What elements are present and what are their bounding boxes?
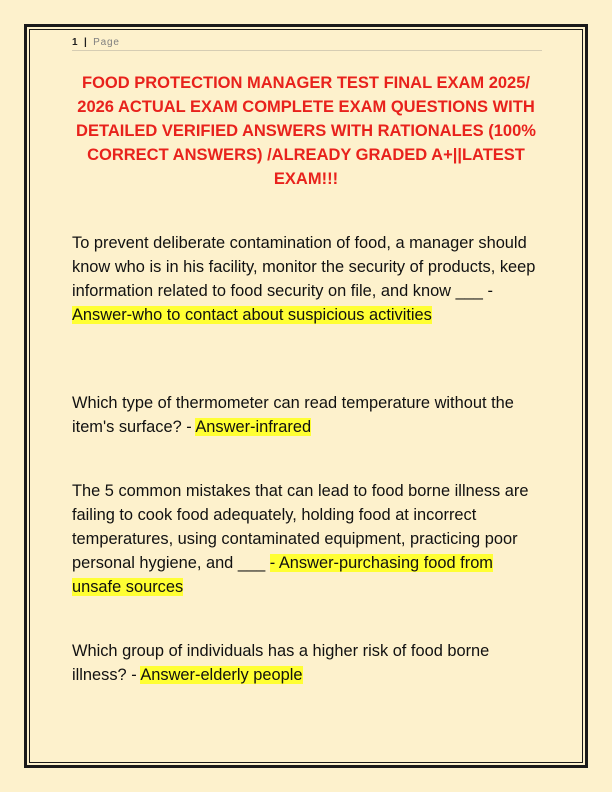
qa-item-4: [72, 639, 542, 687]
qa-item-1: [72, 231, 542, 327]
answer-text: Answer-who to contact about suspicious activities: [72, 306, 432, 324]
qa-item-2: [72, 391, 542, 439]
question-text: To prevent deliberate contamination of food, a manager should know who is in his facility, monitor the security of products, keep information related to food security on file, and know ___ -: [72, 234, 536, 300]
page-separator: |: [83, 37, 88, 48]
question-text: The 5 common mistakes that can lead to food borne illness are failing to cook food adequately, holding food at incorrect temperatures, using contaminated equipment, practicing poor personal hygiene, and ___: [72, 482, 529, 572]
answer-text: Answer-elderly people: [140, 666, 303, 684]
document-title: FOOD PROTECTION MANAGER TEST FINAL EXAM 2025/ 2026 ACTUAL EXAM COMPLETE EXAM QUESTIONS WITH DETAILED VERIFIED ANSWERS WITH RATIONALES (100% CORRECT ANSWERS) /ALREADY GRADED A+||LATEST EXAM!!!: [76, 74, 536, 188]
page-number: 1: [72, 37, 79, 48]
question-text: Which group of individuals has a higher risk of food borne illness? -: [72, 642, 490, 684]
answer-text: Answer-infrared: [195, 418, 312, 436]
page-header: [72, 36, 542, 51]
question-text: Which type of thermometer can read temperature without the item's surface? -: [72, 394, 514, 436]
answer-text: - Answer-purchasing food from unsafe sources: [72, 554, 493, 596]
qa-item-3: [72, 479, 542, 599]
page-label: Page: [93, 37, 120, 48]
